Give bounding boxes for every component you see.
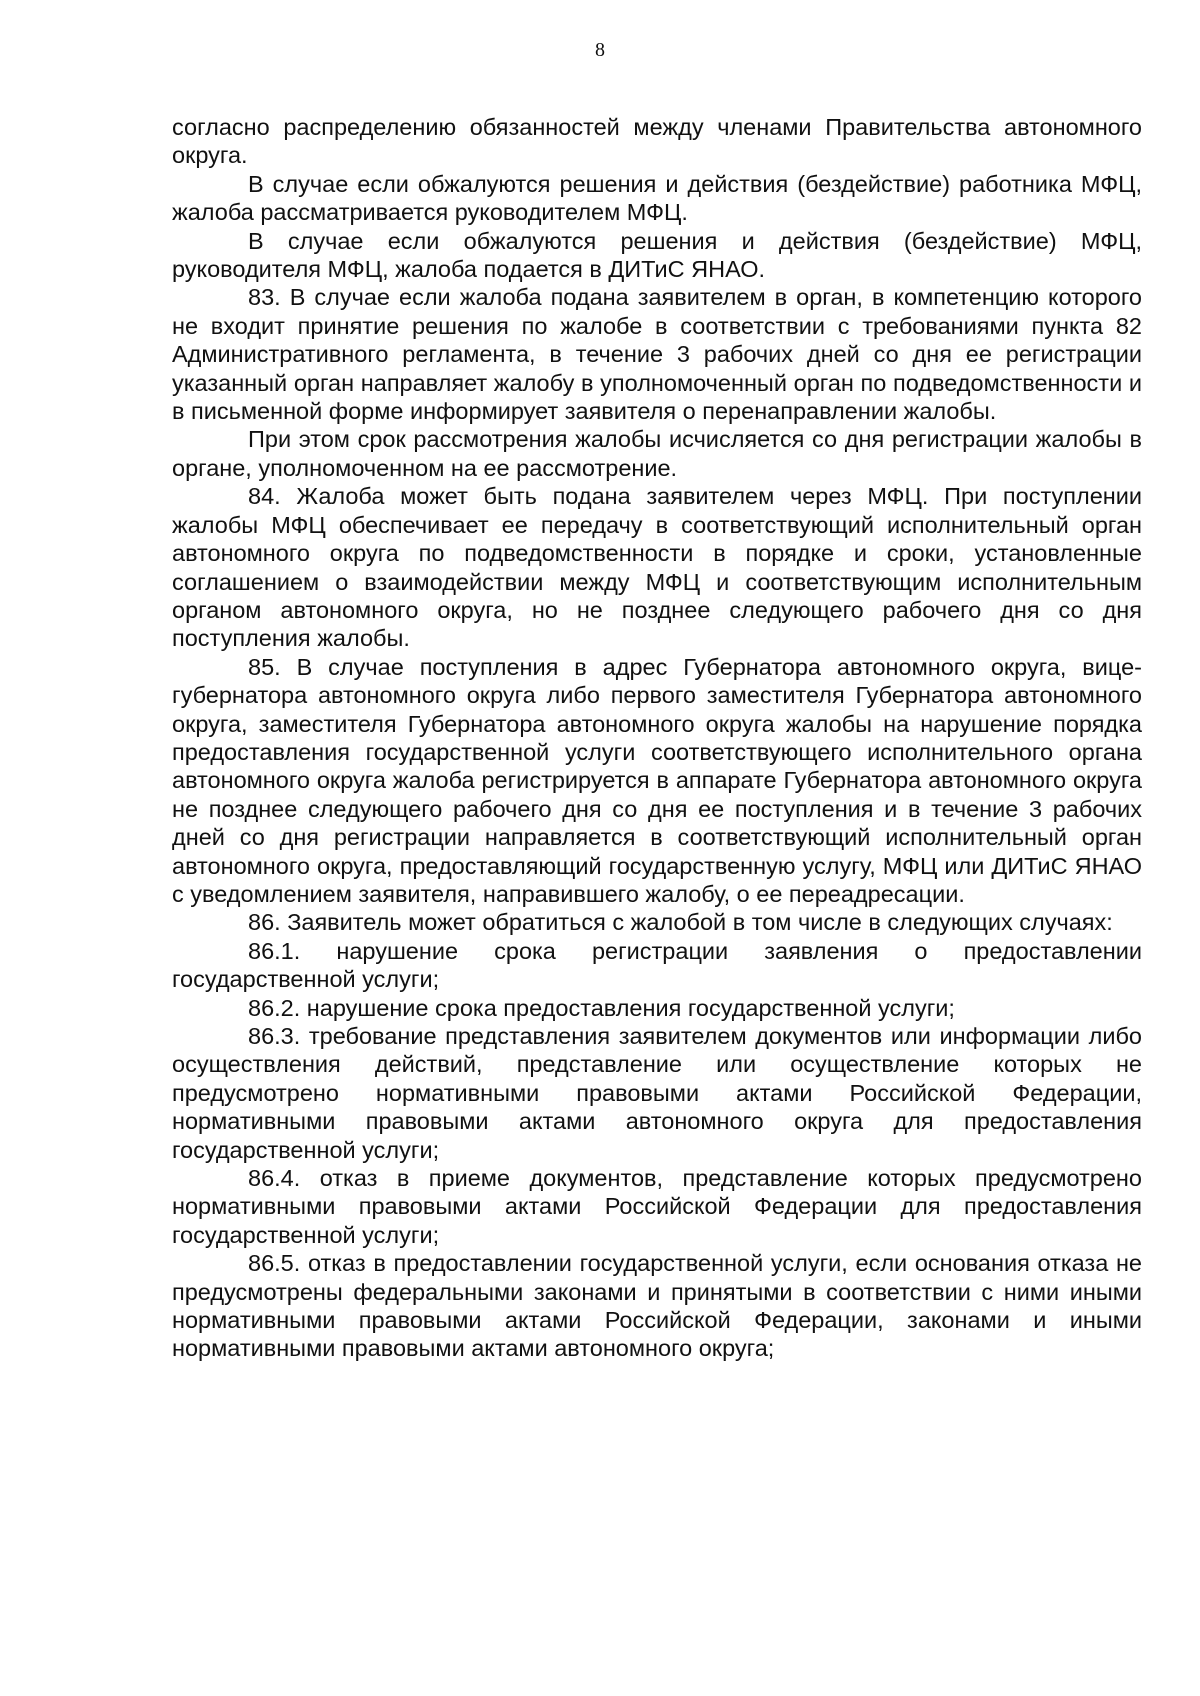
paragraph-mfc-head-complaint: В случае если обжалуются решения и действия (бездействие) МФЦ, руководителя МФЦ, жалоба подается в ДИТиС ЯНАО.	[172, 227, 1142, 283]
paragraph-85: 85. В случае поступления в адрес Губернатора автономного округа, вице-губернатора автономного округа либо первого заместителя Губернатора автономного округа, заместителя Губернатора автономного округа жалобы на нарушение порядка предоставления государственной услуги соответствующего исполнительного органа автономного округа жалоба регистрируется в аппарате Губернатора автономного округа не позднее следующего рабочего дня со дня ее поступления и в течение 3 рабочих дней со дня регистрации направляется в соответствующий исполнительный орган автономного округа, предоставляющий государственную услугу, МФЦ или ДИТиС ЯНАО с уведомлением заявителя, направившего жалобу, о ее переадресации.	[172, 653, 1142, 907]
page-number: 8	[595, 39, 605, 61]
document-body	[172, 113, 1142, 1363]
paragraph-84: 84. Жалоба может быть подана заявителем через МФЦ. При поступлении жалобы МФЦ обеспечивает ее передачу в соответствующий исполнительный орган автономного округа по подведомственности в порядке и сроки, установленные соглашением о взаимодействии между МФЦ и соответствующим исполнительным органом автономного округа, но не позднее следующего рабочего дня со дня поступления жалобы.	[172, 483, 1142, 652]
paragraph-86-2: 86.2. нарушение срока предоставления государственной услуги;	[248, 994, 955, 1021]
paragraph-86-3: 86.3. требование представления заявителем документов или информации либо осуществления действий, представление или осуществление которых не предусмотрено нормативными правовыми актами Российской Федерации, нормативными правовыми актами автономного округа для предоставления государственной услуги;	[172, 1023, 1142, 1163]
paragraph-86: 86. Заявитель может обратиться с жалобой в том числе в следующих случаях:	[248, 909, 1113, 936]
paragraph-86-1: 86.1. нарушение срока регистрации заявления о предоставлении государственной услуги;	[172, 937, 1142, 993]
paragraph-83: 83. В случае если жалоба подана заявителем в орган, в компетенцию которого не входит принятие решения по жалобе в соответствии с требованиями пункта 82 Административного регламента, в течение 3 рабочих дней со дня ее регистрации указанный орган направляет жалобу в уполномоченный орган по подведомственности и в письменной форме информирует заявителя о перенаправлении жалобы.	[172, 284, 1142, 425]
paragraph-continuation: согласно распределению обязанностей между членами Правительства автономного округа.	[172, 114, 1142, 169]
paragraph-86-4: 86.4. отказ в приеме документов, представление которых предусмотрено нормативными правовыми актами Российской Федерации для предоставления государственной услуги;	[172, 1165, 1142, 1248]
paragraph-83-term: При этом срок рассмотрения жалобы исчисляется со дня регистрации жалобы в органе, уполномоченном на ее рассмотрение.	[172, 426, 1142, 481]
paragraph-mfc-employee-complaint: В случае если обжалуются решения и действия (бездействие) работника МФЦ, жалоба рассматривается руководителем МФЦ.	[172, 170, 1142, 226]
paragraph-86-5: 86.5. отказ в предоставлении государственной услуги, если основания отказа не предусмотрены федеральными законами и принятыми в соответствии с ними иными нормативными правовыми актами Российской Федерации, законами и иными нормативными правовыми актами автономного округа;	[172, 1250, 1142, 1362]
